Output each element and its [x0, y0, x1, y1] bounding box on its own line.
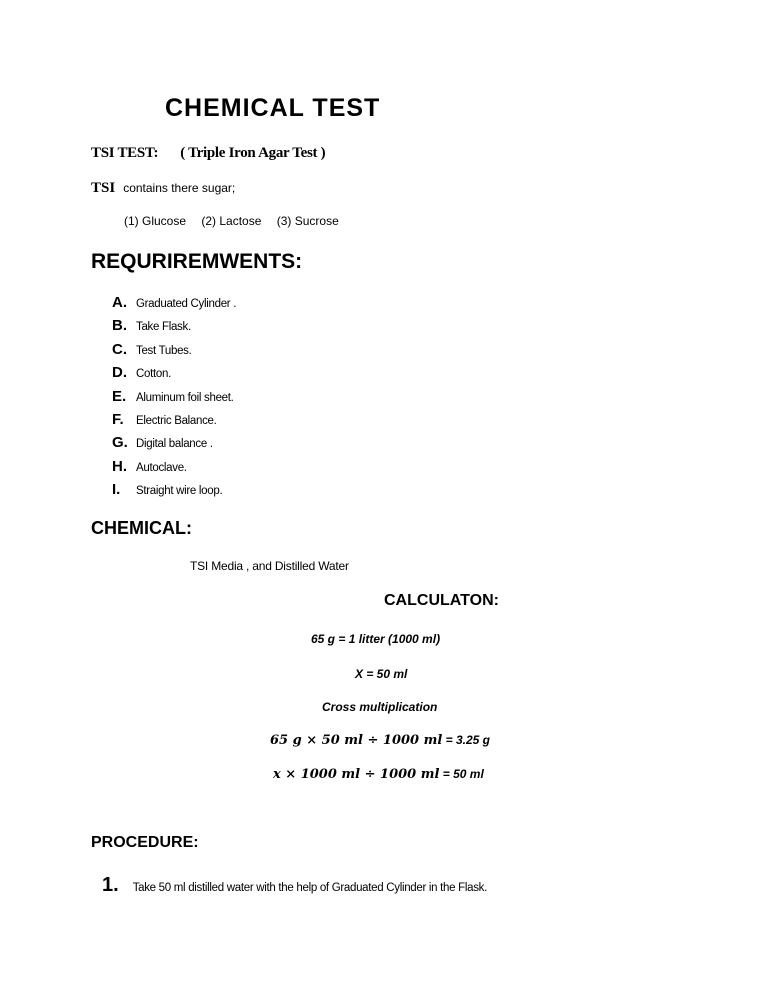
equation-result: = 50 ml: [439, 767, 484, 781]
list-item: [112, 481, 236, 504]
list-marker: I.: [112, 481, 121, 499]
list-marker: F.: [112, 410, 124, 428]
calculation-equation: [270, 733, 490, 748]
list-item-text: Electric Balance.: [136, 414, 217, 427]
list-item-text: Graduated Cylinder .: [136, 298, 237, 310]
list-item: [112, 388, 236, 411]
requirements-title: REQURIREMWENTS:: [91, 250, 303, 273]
tsi-contains-text: contains there sugar;: [123, 181, 236, 195]
list-item: [112, 458, 236, 481]
page-title: CHEMICAL TEST: [165, 94, 381, 122]
list-marker: A.: [112, 294, 127, 311]
calculation-line: Cross multiplication: [322, 700, 438, 714]
tsi-test-subtitle: ( Triple Iron Agar Test ): [180, 145, 326, 161]
list-item: [112, 434, 236, 457]
list-item: [112, 317, 236, 340]
calculation-title: CALCULATON:: [384, 592, 499, 609]
list-marker: G.: [112, 434, 128, 452]
equation-expression: x × 1000 ml ÷ 1000 ml: [273, 767, 440, 782]
equation-expression: 65 g × 50 ml ÷ 1000 ml: [270, 733, 443, 748]
list-item-text: Test Tubes.: [136, 344, 192, 357]
sugar-item-glucose: (1) Glucose: [124, 214, 187, 228]
tsi-label: TSI: [91, 180, 116, 196]
equation-result: = 3.25 g: [442, 733, 491, 747]
list-item-text: Autoclave.: [136, 461, 187, 474]
sugar-item-lactose: (2) Lactose: [201, 214, 262, 228]
chemical-title: CHEMICAL:: [91, 518, 192, 538]
list-item-text: Digital balance .: [136, 438, 213, 451]
calculation-equation: [273, 767, 484, 782]
tsi-test-heading: [91, 145, 325, 162]
list-marker: E.: [112, 387, 127, 405]
procedure-title: PROCEDURE:: [91, 834, 199, 851]
requirements-list: [112, 294, 236, 505]
list-item: [112, 341, 236, 364]
list-item: [112, 411, 236, 434]
list-marker: C.: [112, 340, 127, 358]
tsi-contains-line: [91, 180, 235, 197]
sugar-list: [124, 214, 351, 228]
list-marker: H.: [112, 457, 127, 475]
list-item-text: Aluminum foil sheet.: [136, 391, 234, 404]
calculation-line: 65 g = 1 litter (1000 ml): [311, 632, 441, 646]
step-number: 1.: [102, 874, 119, 896]
list-marker: B.: [112, 317, 127, 335]
list-item: [112, 364, 236, 387]
step-text: Take 50 ml distilled water with the help of Graduated Cylinder in the Flask.: [132, 882, 488, 894]
list-item-text: Cotton.: [136, 368, 171, 381]
tsi-test-label: TSI TEST:: [91, 145, 159, 161]
list-item-text: Take Flask.: [136, 321, 191, 334]
list-marker: D.: [112, 364, 127, 382]
calculation-line: X = 50 ml: [355, 667, 408, 681]
chemical-text: TSI Media , and Distilled Water: [190, 559, 349, 573]
procedure-step: [102, 874, 487, 897]
sugar-item-sucrose: (3) Sucrose: [276, 214, 339, 228]
list-item: [112, 294, 236, 317]
list-item-text: Straight wire loop.: [136, 485, 223, 498]
